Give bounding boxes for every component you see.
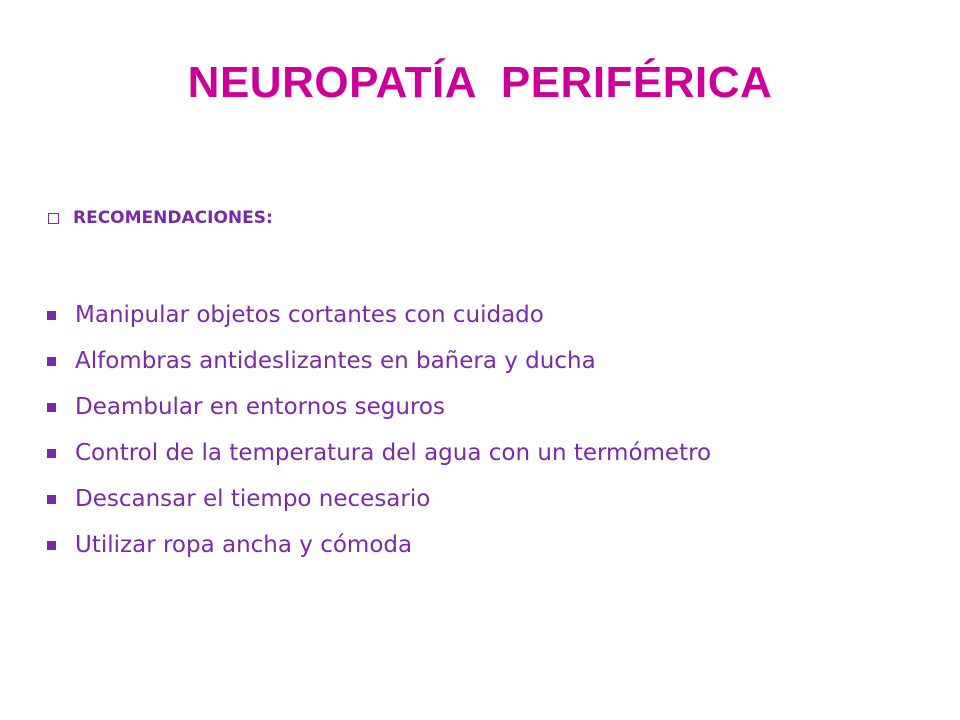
list-item — [42, 522, 711, 568]
list-item-text: Manipular objetos cortantes con cuidado — [75, 302, 544, 328]
list-item — [42, 338, 711, 384]
list-item — [42, 430, 711, 476]
list-item — [42, 384, 711, 430]
filled-square-icon — [47, 403, 56, 412]
list-item-text: Deambular en entornos seguros — [75, 394, 445, 420]
list-item — [42, 476, 711, 522]
list-item-text: Alfombras antideslizantes en bañera y ducha — [75, 348, 596, 374]
recommendation-list — [42, 292, 711, 568]
slide-title: NEUROPATÍA PERIFÉRICA — [187, 58, 773, 107]
filled-square-icon — [47, 541, 56, 550]
filled-square-icon — [47, 495, 56, 504]
list-item-text: Descansar el tiempo necesario — [75, 486, 431, 512]
section-heading: RECOMENDACIONES: — [73, 208, 273, 228]
list-item — [42, 292, 711, 338]
section-heading-row — [48, 208, 273, 228]
filled-square-icon — [47, 449, 56, 458]
list-item-text: Control de la temperatura del agua con un termómetro — [75, 440, 712, 466]
filled-square-icon — [47, 357, 56, 366]
filled-square-icon — [47, 311, 56, 320]
list-item-text: Utilizar ropa ancha y cómoda — [75, 532, 413, 558]
checkbox-outline-icon — [48, 213, 59, 224]
